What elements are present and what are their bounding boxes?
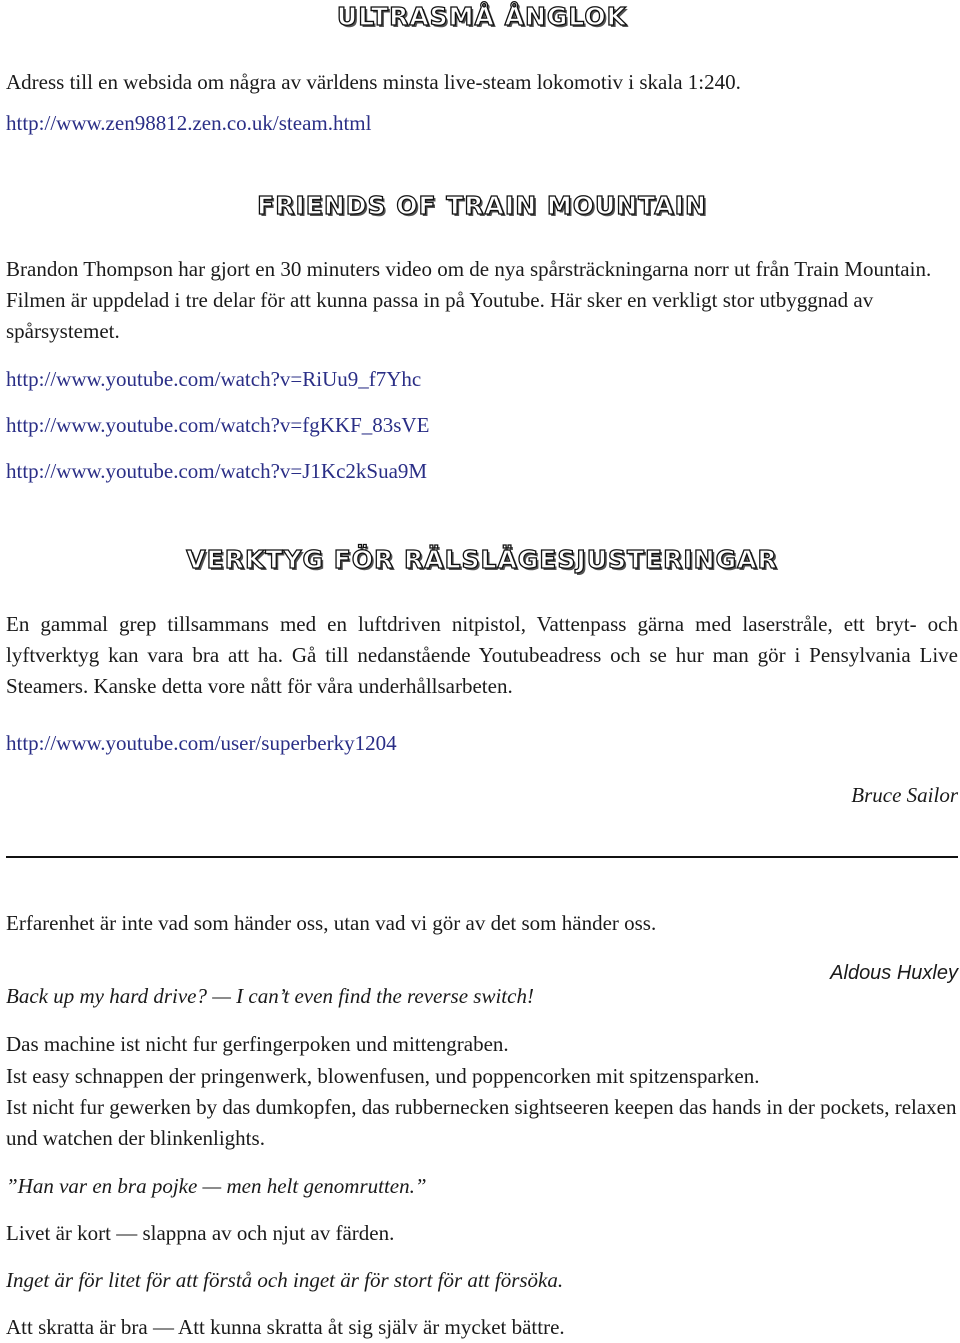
quote-inget-ar-for-litet: Inget är för litet för att förstå och inget är för stort för att försöka.	[6, 1268, 564, 1292]
quote-bra-pojke: ”Han var en bra pojke — men helt genomrutten.”	[6, 1174, 427, 1198]
section2-text: Brandon Thompson har gjort en 30 minuters video om de nya spårsträckningarna norr ut från Train Mountain. Filmen är uppdelad i tre delar för att kunna passa in på Youtube. Här sker en verkligt stor utbyggnad av spårsystemet.	[6, 257, 932, 343]
section1-text: Adress till en websida om några av världens minsta live-steam lokomotiv i skala 1:240.	[6, 70, 741, 94]
heading-verktyg: VERKTYG FÖR RÄLSLÄGESJUSTERINGAR	[186, 545, 778, 574]
quote-machine-line-2: Ist easy schnappen der pringenwerk, blowenfusen, und poppencorken mit spitzensparken.	[6, 1064, 760, 1088]
quote-machine-line-3: Ist nicht fur gewerken by das dumkopfen, das rubbernecken sightseeren keepen das hands in der pockets, relaxen und watchen der blinkenlights.	[6, 1095, 957, 1150]
quote-huxley-author: Aldous Huxley	[830, 962, 958, 984]
link-youtube-3[interactable]: http://www.youtube.com/watch?v=J1Kc2kSua9M	[6, 459, 428, 483]
section3-text: En gammal grep tillsammans med en luftdriven nitpistol, Vattenpass gärna med laserstråle, ett bryt- och lyftverktyg kan vara bra att ha. Gå till nedanstående Youtubeadress och se hur man gör i Pensylvania Live Steamers. Kanske detta vore nått för våra underhållsarbeten.	[6, 612, 958, 698]
quote-att-skratta: Att skratta är bra — Att kunna skratta åt sig själv är mycket bättre.	[6, 1315, 565, 1339]
link-youtube-2[interactable]: http://www.youtube.com/watch?v=fgKKF_83sVE	[6, 413, 430, 437]
divider-line	[6, 856, 958, 858]
quote-reverse-switch: Back up my hard drive? — I can’t even find the reverse switch!	[6, 984, 534, 1008]
heading-friends-of-train-mountain: FRIENDS OF TRAIN MOUNTAIN	[257, 191, 707, 220]
heading-ultrasma-anglok: ULTRASMÅ ÅNGLOK	[336, 2, 628, 31]
quote-huxley: Erfarenhet är inte vad som händer oss, utan vad vi gör av det som händer oss.	[6, 911, 657, 935]
author-bruce-sailor: Bruce Sailor	[851, 783, 958, 807]
link-superberky[interactable]: http://www.youtube.com/user/superberky1204	[6, 731, 397, 755]
quote-machine-line-1: Das machine ist nicht fur gerfingerpoken und mittengraben.	[6, 1032, 509, 1056]
link-zen-steam[interactable]: http://www.zen98812.zen.co.uk/steam.html	[6, 111, 372, 135]
quote-livet-ar-kort: Livet är kort — slappna av och njut av färden.	[6, 1221, 395, 1245]
link-youtube-1[interactable]: http://www.youtube.com/watch?v=RiUu9_f7Yhc	[6, 367, 422, 391]
